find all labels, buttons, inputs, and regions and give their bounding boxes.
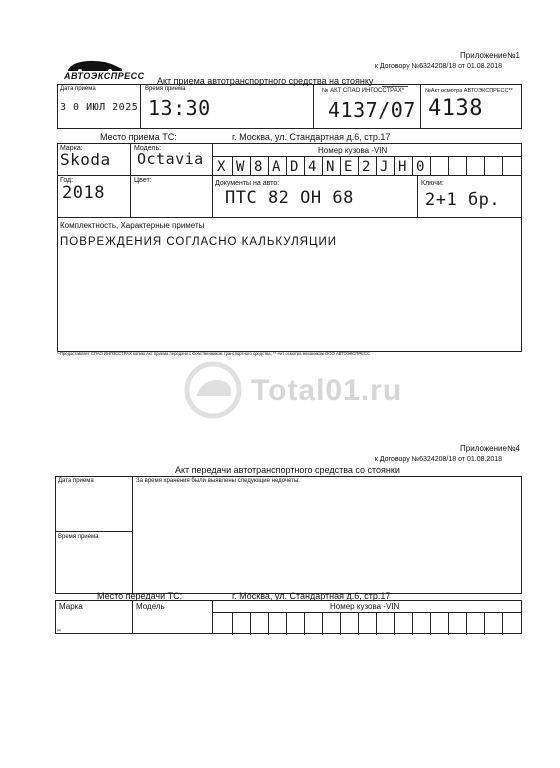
time-label: Время приема	[145, 86, 186, 92]
contract-ref-2: к Договору №6324208/18 от 01.08.2018	[374, 456, 502, 463]
equipment-label: Комплектность, Характерные приметы	[60, 221, 205, 230]
docs-value: ПТС 82 ОН 68	[225, 188, 354, 208]
logo-text: АВТОЭКСПРЕСС	[64, 71, 145, 81]
act-spao-value: 4137/07	[328, 98, 416, 122]
vin-char: N	[326, 159, 335, 175]
vin-grid-2	[212, 612, 522, 635]
year-value: 2018	[62, 183, 105, 203]
vin-char: J	[380, 159, 389, 175]
time-value: 13:30	[148, 96, 211, 120]
appendix-4-label: Приложение№4	[460, 444, 520, 453]
form2-title: Акт передачи автотранспортного средства со стоянки	[175, 465, 400, 475]
contract-ref-1: к Договору №6324208/18 от 01.08.2018	[374, 63, 502, 70]
color-label: Цвет:	[134, 177, 152, 184]
date-value: 3 0 ИЮЛ 2025	[60, 102, 139, 113]
form2-brand-label: Марка	[59, 602, 83, 611]
vin-char: 2	[362, 159, 371, 175]
keys-label: Ключи:	[421, 180, 444, 187]
appendix-1-label: Приложение№1	[460, 51, 520, 60]
vin-label: Номер кузова -VIN	[318, 146, 388, 155]
form1-title: Акт приема автотранспортного средства на стоянку	[157, 76, 374, 86]
damage-text: ПОВРЕЖДЕНИЯ СОГЛАСНО КАЛЬКУЛЯЦИИ	[60, 236, 338, 248]
place-value: г. Москва, ул. Стандартная д.6, стр.17	[232, 132, 391, 142]
form2-model-label: Модель	[136, 602, 165, 611]
vin-char: H	[398, 159, 407, 175]
brand-label: Марка:	[60, 145, 83, 152]
year-label: Год:	[60, 177, 74, 184]
vin-char: D	[290, 159, 299, 175]
form2-place-label: Место передачи ТС:	[97, 591, 183, 601]
model-value: Octavia	[137, 150, 204, 168]
form2-vin-label: Номер кузова -VIN	[330, 602, 400, 611]
act-spao-label: № АКТ СПАО ИНГОССТРАХ*	[322, 88, 405, 94]
form2-header-box	[55, 476, 522, 594]
vin-char: W	[236, 159, 245, 175]
vin-char: A	[272, 159, 281, 175]
act-inspect-value: 4138	[428, 96, 483, 121]
act-inspect-label: №Акт осмотра АВТОЭКСПРЕСС**	[425, 88, 513, 94]
watermark-logo-icon	[183, 360, 243, 420]
form2-time-label: Время приема	[58, 534, 99, 540]
date-label: Дата приема	[60, 86, 96, 92]
watermark	[183, 360, 403, 420]
model-label: Модель:	[134, 145, 162, 152]
vin-char: X	[217, 159, 226, 175]
form2-defects-label: За время хранения были выявлены следующие недочеты:	[136, 478, 300, 484]
vin-char: 4	[308, 159, 317, 175]
form2-date-label: Дата приема	[58, 478, 94, 484]
vin-grid-1	[212, 156, 522, 176]
footnote: *-Предоставляет СПАО ИНГОССТРАХ копию Акт приема передачи с Собственником транспортного средства; **-Акт осмотра механиком ООО АВТОЭКСПРЕСС	[57, 351, 370, 356]
form2-bottom-mark: ""	[57, 630, 62, 636]
form2-place-value: г. Москва, ул. Стандартная д.6, стр.17	[232, 591, 391, 601]
docs-label: Документы на авто:	[215, 180, 280, 187]
autoexpress-logo	[60, 57, 145, 83]
watermark-text: Total01.ru	[251, 374, 403, 407]
brand-value: Skoda	[60, 150, 111, 169]
place-label: Место приема ТС:	[100, 132, 177, 142]
vin-char: 8	[254, 159, 263, 175]
keys-value: 2+1 бр.	[425, 190, 501, 210]
vin-char: E	[344, 159, 353, 175]
vin-char: 0	[416, 159, 425, 175]
